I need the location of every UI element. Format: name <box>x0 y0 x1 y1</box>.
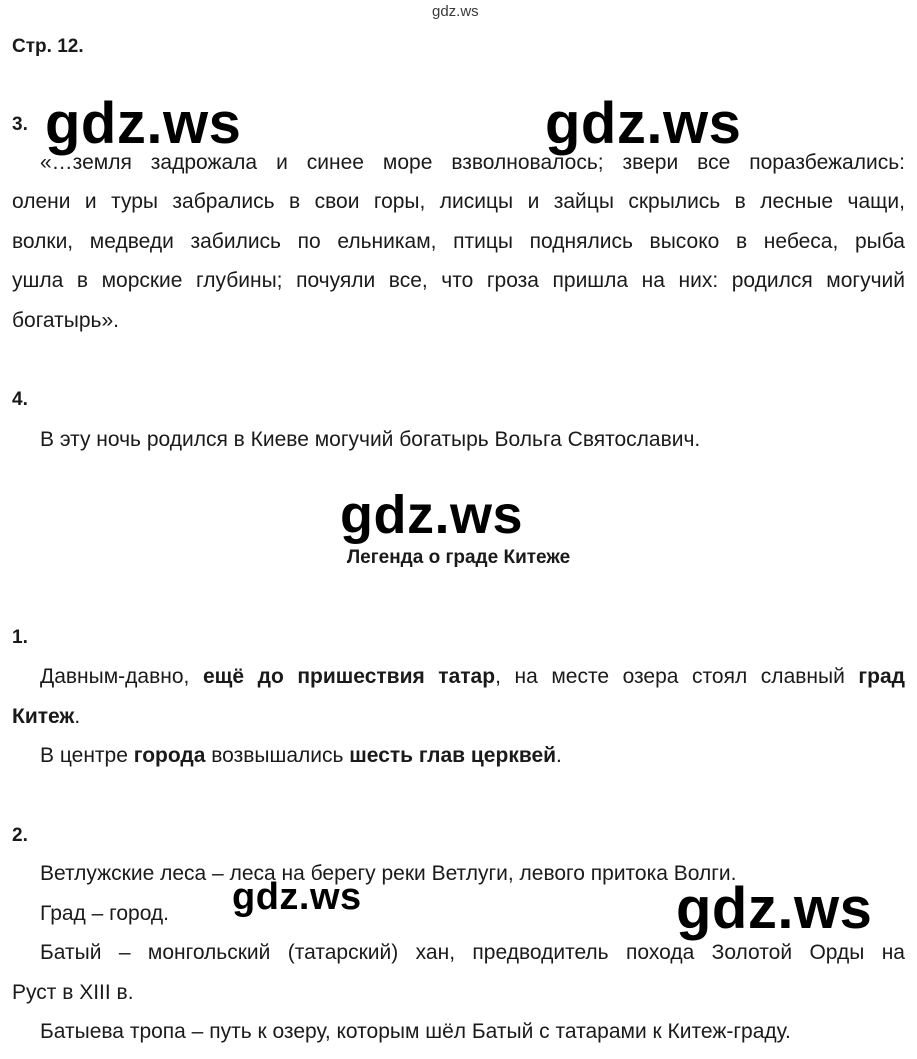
q4-text: В эту ночь родился в Киеве могучий богатырь Вольга Святославич. <box>40 428 701 451</box>
question-3-number: 3. <box>12 114 28 135</box>
q3-line-1: «…земля задрожала и синее море взволновалось; звери все поразбежались: <box>40 151 905 174</box>
q3-line-2: олени и туры забрались в свои горы, лисицы и зайцы скрылись в лесные чащи, <box>12 190 905 213</box>
watermark: gdz.ws <box>45 91 242 156</box>
q1-line-3 <box>40 744 562 768</box>
q1-bold-word-kitezh: Китеж <box>12 705 75 728</box>
watermark: gdz.ws <box>340 485 524 545</box>
q1-bold-phrase-churches: шесть глав церквей <box>349 744 557 767</box>
q1-line-3-period: . <box>556 744 562 767</box>
q1-bold-word-grad: град <box>858 665 905 688</box>
watermark: gdz.ws <box>545 91 742 156</box>
q3-line-4: ушла в морские глубины; почуяли все, что гроза пришла на них: родился могучий <box>12 269 905 292</box>
section-title: Легенда о граде Китеже <box>346 547 571 568</box>
page-label: Стр. 12. <box>12 36 84 57</box>
q1-line-1-part-c: , на месте озера стоял славный <box>495 665 859 688</box>
q2-item-batyi-line-2: Руст в XIII в. <box>12 981 134 1004</box>
q1-line-2-period: . <box>74 705 81 728</box>
q1-bold-word-goroda: города <box>133 744 206 767</box>
q2-item-vetluga: Ветлужские леса – леса на берегу реки Ветлуги, левого притока Волги. <box>40 862 737 885</box>
q1-line-3-part-c: возвышались <box>205 744 350 767</box>
watermark: gdz.ws <box>676 876 873 941</box>
q2-item-grad: Град – город. <box>40 902 170 925</box>
q2-item-batyeva-tropa: Батыева тропа – путь к озеру, которым шёл Батый с татарами к Китеж-граду. <box>40 1020 791 1043</box>
q3-line-5: богатырь». <box>12 309 119 332</box>
q1-line-3-part-a: В центре <box>40 744 134 767</box>
site-header-watermark: gdz.ws <box>432 3 479 20</box>
q1-line-1 <box>40 665 905 689</box>
q1-line-1-part-a: Давным-давно, <box>40 665 203 688</box>
q1-line-2 <box>12 705 80 729</box>
watermark: gdz.ws <box>232 876 362 918</box>
q3-line-3: волки, медведи забились по ельникам, птицы поднялись высоко в небеса, рыба <box>12 230 905 253</box>
q2-item-batyi-line-1: Батый – монгольский (татарский) хан, предводитель похода Золотой Орды на <box>40 941 905 964</box>
question-4-number: 4. <box>12 389 28 410</box>
q1-bold-phrase-1: ещё до пришествия татар <box>202 665 496 688</box>
question-1-number: 1. <box>12 627 28 648</box>
question-2-number: 2. <box>12 825 28 846</box>
